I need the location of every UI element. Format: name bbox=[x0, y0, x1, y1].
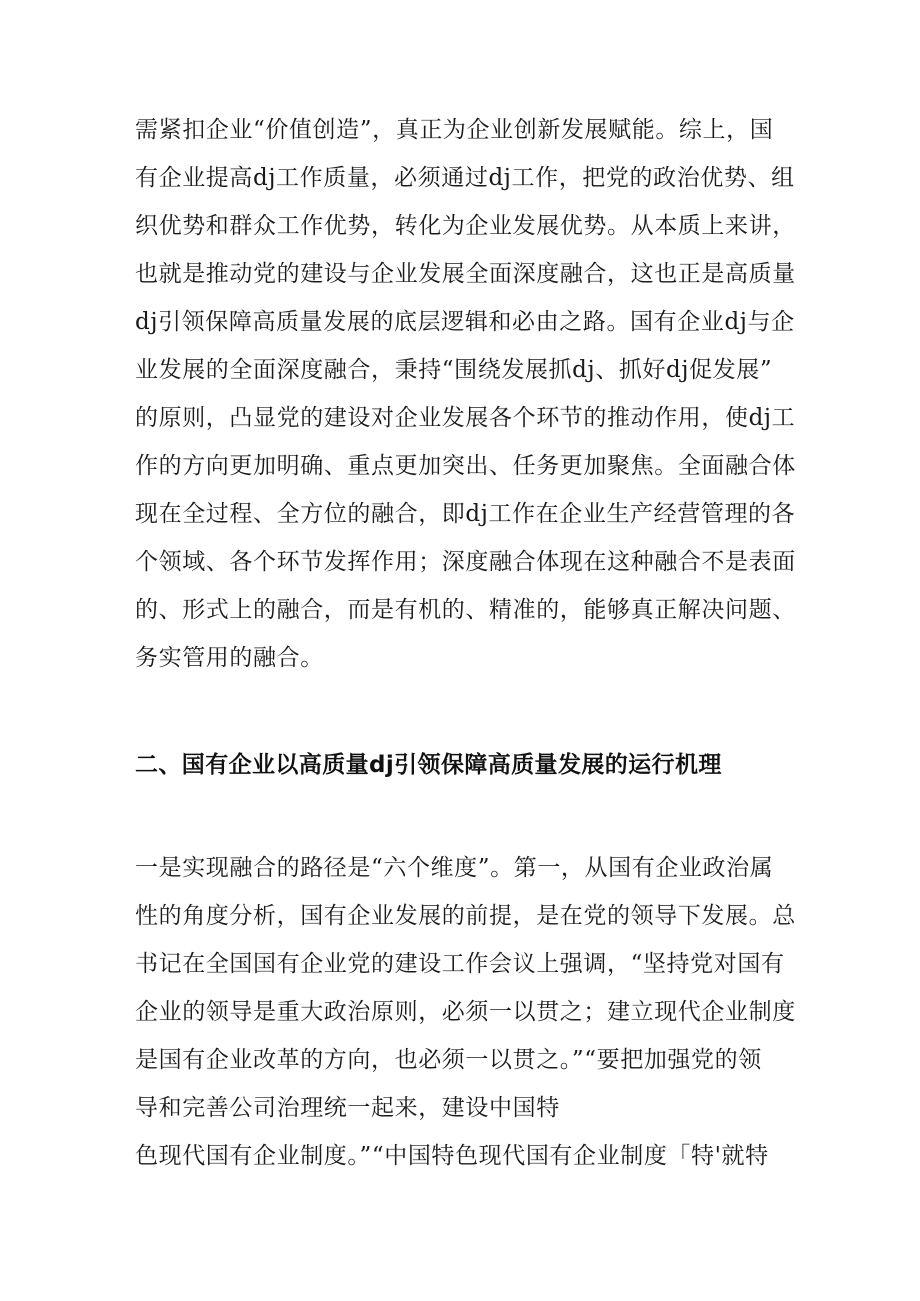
paragraph2-line-2: 性的角度分析，国有企业发展的前提，是在党的领导下发展。总 bbox=[135, 903, 796, 929]
paragraph1-line-10: 个领域、各个环节发挥作用；深度融合体现在这种融合不是表面 bbox=[135, 549, 796, 575]
paragraph2-line-6: 导和完善公司治理统一起来，建设中国特 bbox=[135, 1095, 560, 1121]
paragraph2-line-3: 书记在全国国有企业党的建设工作会议上强调，“坚持党对国有 bbox=[135, 951, 785, 977]
paragraph1-line-5: dj引领保障高质量发展的底层逻辑和必由之路。国有企业dj与企 bbox=[135, 309, 795, 335]
paragraph1-line-2: 有企业提高dj工作质量，必须通过dj工作，把党的政治优势、组 bbox=[135, 165, 795, 191]
paragraph2-line-1: 一是实现融合的路径是“六个维度”。第一，从国有企业政治属 bbox=[135, 855, 774, 881]
paragraph1-line-6: 业发展的全面深度融合，秉持“围绕发展抓dj、抓好dj促发展” bbox=[135, 357, 773, 383]
paragraph1-line-9: 现在全过程、全方位的融合，即dj工作在企业生产经营管理的各 bbox=[135, 501, 796, 527]
paragraph1-line-1: 需紧扣企业“价值创造”，真正为企业创新发展赋能。综上，国 bbox=[135, 117, 774, 143]
paragraph1-line-4: 也就是推动党的建设与企业发展全面深度融合，这也正是高质量 bbox=[135, 261, 796, 287]
paragraph2-line-4: 企业的领导是重大政治原则，必须一以贯之；建立现代企业制度 bbox=[135, 999, 796, 1025]
paragraph2-line-5: 是国有企业改革的方向，也必须一以贯之。”“要把加强党的领 bbox=[135, 1047, 762, 1073]
section-heading: 二、国有企业以高质量dj引领保障高质量发展的运行机理 bbox=[135, 752, 722, 778]
paragraph1-line-12: 务实管用的融合。 bbox=[135, 645, 324, 671]
paragraph1-line-7: 的原则，凸显党的建设对企业发展各个环节的推动作用，使dj工 bbox=[135, 405, 796, 431]
paragraph2-line-7: 色现代国有企业制度。”“中国特色现代国有企业制度「特'就特 bbox=[135, 1143, 769, 1169]
paragraph1-line-3: 织优势和群众工作优势，转化为企业发展优势。从本质上来讲， bbox=[135, 213, 796, 239]
paragraph1-line-8: 作的方向更加明确、重点更加突出、任务更加聚焦。全面融合体 bbox=[135, 453, 796, 479]
paragraph1-line-11: 的、形式上的融合，而是有机的、精准的，能够真正解决问题、 bbox=[135, 597, 796, 623]
